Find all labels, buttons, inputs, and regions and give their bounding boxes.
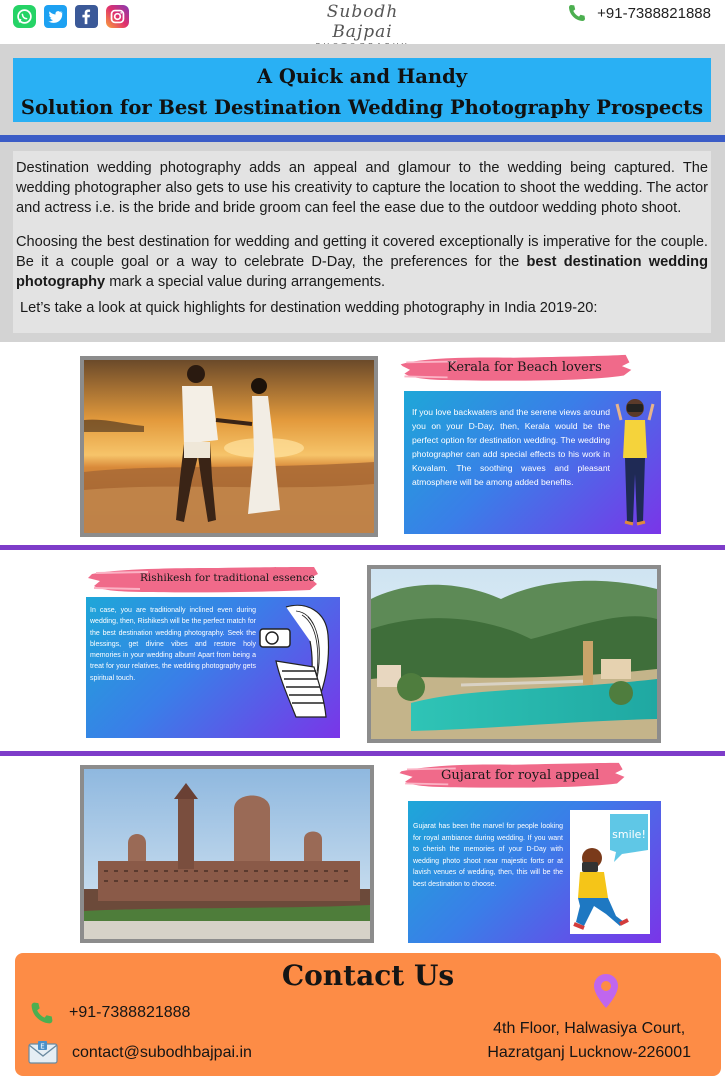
title-rule <box>0 135 725 142</box>
phone-icon <box>567 3 587 23</box>
social-links <box>13 5 129 28</box>
intro-paragraph-2 <box>16 232 708 292</box>
svg-text:E: E <box>40 1042 45 1051</box>
gujarat-heading: Gujarat for royal appeal <box>441 768 600 783</box>
phone-icon <box>29 1000 55 1026</box>
camera-girl-sketch-illustration <box>256 601 336 719</box>
rishikesh-description: In case, you are traditionally inclined even during wedding, then, Rishikesh will be the perfect match for the best destination wedding photography. Seek the blessings, get divine vibes and restore holy memories in your wedding album! Apart from being a treat for your relatives, the wedding photography gets spiritual touch. <box>90 607 256 682</box>
gujarat-info-card <box>408 801 661 943</box>
contact-title: Contact Us <box>281 959 455 992</box>
contact-section <box>15 953 721 1076</box>
instagram-icon[interactable] <box>106 5 129 28</box>
rishikesh-heading: Rishikesh for traditional essence <box>140 572 315 584</box>
facebook-icon[interactable] <box>75 5 98 28</box>
twitter-icon[interactable] <box>44 5 67 28</box>
kerala-beach-photo <box>80 356 378 537</box>
gujarat-description: Gujarat has been the marvel for people looking for royal ambiance during wedding. If you want to cherish the memories of your D-Day with wedding photo shoot near majestic forts or at lavish venues of wedding, then, this will be the best destination to choose. <box>413 823 563 888</box>
intro-p2-end: mark a special value during arrangements. <box>105 274 386 290</box>
title-line-2: Solution for Best Destination Wedding Photography Prospects <box>20 96 704 119</box>
contact-phone-number: +91-7388821888 <box>69 1004 191 1021</box>
site-header <box>0 0 725 44</box>
email-icon <box>28 1041 58 1065</box>
location-pin-icon <box>593 973 619 1009</box>
header-phone-number: +91-7388821888 <box>597 4 711 22</box>
section-divider-1 <box>0 545 725 550</box>
intro-p2-start: Choosing the best destination for wedding and getting it covered exceptionally is imperative for the couple. Be it a couple goal or a way to celebrate D-Day, the preferences for the <box>16 234 708 270</box>
contact-email-row[interactable] <box>28 1041 252 1065</box>
photographer-boy-illustration <box>570 810 650 934</box>
contact-phone-row[interactable] <box>29 1000 190 1026</box>
kerala-heading: Kerala for Beach lovers <box>447 360 602 375</box>
contact-email: contact@subodhbajpai.in <box>72 1044 252 1061</box>
contact-address <box>487 1017 691 1065</box>
rishikesh-river-photo <box>367 565 661 743</box>
whatsapp-icon[interactable] <box>13 5 36 28</box>
intro-p2-bold[interactable]: best destination wedding photography <box>16 254 708 290</box>
title-line-1: A Quick and Handy <box>256 65 468 88</box>
photographer-girl-illustration <box>613 396 657 530</box>
logo-script: Subodh Bajpai <box>326 2 399 42</box>
page-title <box>13 58 711 122</box>
intro-paragraph-3: Let’s take a look at quick highlights for destination wedding photography in India 2019-20: <box>20 300 598 316</box>
section-divider-2 <box>0 751 725 756</box>
address-line-2: Hazratganj Lucknow-226001 <box>487 1044 691 1061</box>
address-line-1: 4th Floor, Halwasiya Court, <box>493 1020 686 1037</box>
intro-paragraph-1: Destination wedding photography adds an appeal and glamour to the wedding being captured. The wedding photographer also gets to use his creativity to capture the location to shoot the wedding. The actor and actress i.e. is the bride and bride groom can feel the ease due to the outdoor wedding photo shoot. <box>16 160 708 216</box>
intro-band <box>0 44 725 342</box>
rishikesh-info-card <box>86 597 340 738</box>
kerala-info-card <box>404 391 661 534</box>
gujarat-palace-photo <box>80 765 374 943</box>
kerala-description: If you love backwaters and the serene views around you on your D-Day, then, Kerala would be the perfect option for destination wedding. The wedding photographer can add special effects to his work in Kovalam. The soothing waves and pleasant atmosphere will be among added benefits. <box>412 407 610 487</box>
smile-bubble-text: smile! <box>612 828 646 841</box>
header-phone[interactable] <box>567 3 711 23</box>
intro-text-box <box>13 151 711 333</box>
